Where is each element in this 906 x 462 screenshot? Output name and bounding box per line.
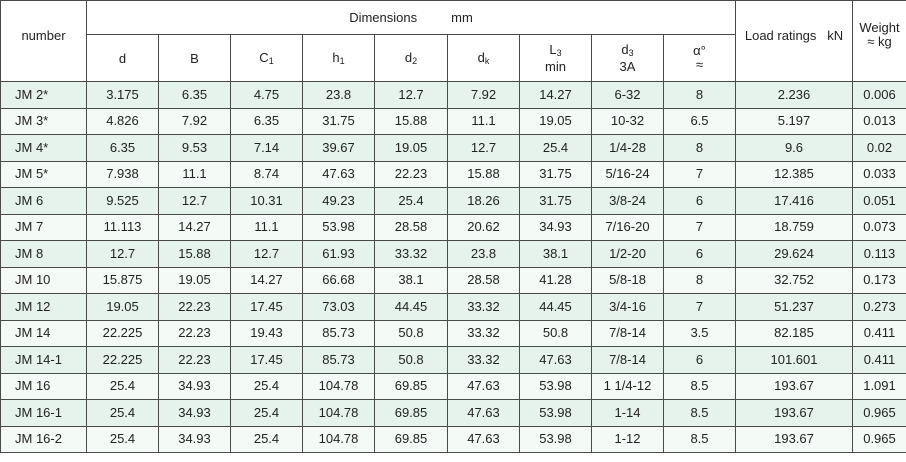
cell-alpha: 8 [664, 135, 736, 162]
cell-d: 19.05 [87, 294, 159, 321]
cell-d3: 1-14 [592, 400, 664, 427]
cell-number: JM 16 [1, 373, 87, 400]
cell-l3: 31.75 [520, 188, 592, 215]
cell-d2: 69.85 [375, 426, 448, 453]
cell-weight: 0.051 [853, 188, 906, 215]
cell-dk: 18.26 [448, 188, 520, 215]
header-col-h1-sub: 1 [339, 56, 345, 66]
cell-d3: 1-12 [592, 426, 664, 453]
header-col-d-label: d [118, 50, 127, 66]
header-col-c1-base: C [259, 50, 269, 65]
cell-d: 12.7 [87, 241, 159, 268]
cell-number: JM 7 [1, 214, 87, 241]
cell-weight: 0.965 [853, 400, 906, 427]
cell-load-rating: 29.624 [736, 241, 853, 268]
cell-d2: 28.58 [375, 214, 448, 241]
header-col-h1-base: h [332, 50, 340, 65]
cell-h1: 31.75 [303, 108, 375, 135]
table-row [1, 347, 906, 374]
cell-d: 22.225 [87, 347, 159, 374]
cell-dk: 47.63 [448, 400, 520, 427]
cell-weight: 0.113 [853, 241, 906, 268]
cell-d2: 69.85 [375, 400, 448, 427]
header-col-d2-base: d [404, 50, 413, 65]
header-col-d2 [375, 35, 448, 82]
header-col-alpha-label: α° [693, 43, 706, 58]
cell-number: JM 10 [1, 267, 87, 294]
cell-l3: 14.27 [520, 82, 592, 109]
cell-d3: 1/4-28 [592, 135, 664, 162]
cell-c1: 17.45 [231, 347, 303, 374]
cell-d3: 1/2-20 [592, 241, 664, 268]
cell-l3: 50.8 [520, 320, 592, 347]
cell-d2: 15.88 [375, 108, 448, 135]
header-col-l3-min: min [545, 58, 566, 74]
header-col-l3 [520, 35, 592, 82]
cell-h1: 85.73 [303, 347, 375, 374]
header-weight [853, 1, 906, 82]
cell-d: 22.225 [87, 320, 159, 347]
header-load-label: Load ratings kN [744, 27, 844, 43]
header-col-alpha [664, 35, 736, 82]
cell-alpha: 6 [664, 347, 736, 374]
cell-b: 34.93 [159, 426, 231, 453]
cell-alpha: 7 [664, 214, 736, 241]
header-col-dk [448, 35, 520, 82]
header-col-d3-sub: 3 [628, 47, 634, 58]
cell-number: JM 4* [1, 135, 87, 162]
header-col-c1 [231, 35, 303, 82]
cell-h1: 47.63 [303, 161, 375, 188]
cell-c1: 14.27 [231, 267, 303, 294]
cell-alpha: 8.5 [664, 400, 736, 427]
cell-l3: 19.05 [520, 108, 592, 135]
table-row [1, 135, 906, 162]
cell-d: 9.525 [87, 188, 159, 215]
cell-d: 25.4 [87, 400, 159, 427]
cell-c1: 8.74 [231, 161, 303, 188]
cell-c1: 12.7 [231, 241, 303, 268]
cell-l3: 34.93 [520, 214, 592, 241]
cell-b: 19.05 [159, 267, 231, 294]
table-row [1, 82, 906, 109]
cell-weight: 0.006 [853, 82, 906, 109]
cell-number: JM 6 [1, 188, 87, 215]
cell-l3: 47.63 [520, 347, 592, 374]
cell-load-rating: 17.416 [736, 188, 853, 215]
cell-d2: 22.23 [375, 161, 448, 188]
header-col-d2-sub: 2 [412, 56, 418, 66]
cell-dk: 20.62 [448, 214, 520, 241]
cell-l3: 44.45 [520, 294, 592, 321]
cell-number: JM 16-1 [1, 400, 87, 427]
cell-c1: 19.43 [231, 320, 303, 347]
header-weight-line2: ≈ kg [867, 34, 892, 49]
cell-b: 6.35 [159, 82, 231, 109]
cell-d3: 6-32 [592, 82, 664, 109]
header-col-l3-base: L [549, 41, 557, 57]
cell-load-rating: 82.185 [736, 320, 853, 347]
cell-alpha: 6 [664, 241, 736, 268]
table-row [1, 400, 906, 427]
cell-weight: 0.173 [853, 267, 906, 294]
cell-load-rating: 12.385 [736, 161, 853, 188]
table-row [1, 294, 906, 321]
cell-b: 15.88 [159, 241, 231, 268]
cell-weight: 1.091 [853, 373, 906, 400]
cell-load-rating: 101.601 [736, 347, 853, 374]
cell-number: JM 2* [1, 82, 87, 109]
cell-alpha: 3.5 [664, 320, 736, 347]
cell-load-rating: 193.67 [736, 373, 853, 400]
cell-dk: 33.32 [448, 320, 520, 347]
cell-alpha: 8.5 [664, 426, 736, 453]
cell-dk: 23.8 [448, 241, 520, 268]
cell-dk: 11.1 [448, 108, 520, 135]
header-weight-line1: Weight [859, 20, 900, 35]
table-row [1, 214, 906, 241]
cell-b: 34.93 [159, 373, 231, 400]
cell-load-rating: 193.67 [736, 426, 853, 453]
table-row [1, 320, 906, 347]
table-body [1, 82, 906, 453]
cell-d3: 10-32 [592, 108, 664, 135]
cell-h1: 104.78 [303, 373, 375, 400]
header-col-alpha-approx: ≈ [695, 57, 704, 72]
cell-l3: 31.75 [520, 161, 592, 188]
cell-d3: 7/8-14 [592, 347, 664, 374]
header-unit-label: mm [451, 10, 473, 25]
cell-alpha: 7 [664, 161, 736, 188]
cell-d3: 3/8-24 [592, 188, 664, 215]
header-col-d3 [592, 35, 664, 82]
cell-c1: 6.35 [231, 108, 303, 135]
cell-weight: 0.965 [853, 426, 906, 453]
cell-c1: 4.75 [231, 82, 303, 109]
table-row [1, 267, 906, 294]
cell-alpha: 6.5 [664, 108, 736, 135]
cell-number: JM 3* [1, 108, 87, 135]
cell-d2: 25.4 [375, 188, 448, 215]
header-col-dk-base: d [477, 50, 485, 65]
cell-dk: 47.63 [448, 426, 520, 453]
cell-h1: 61.93 [303, 241, 375, 268]
cell-b: 34.93 [159, 400, 231, 427]
cell-h1: 66.68 [303, 267, 375, 294]
cell-number: JM 16-2 [1, 426, 87, 453]
cell-c1: 17.45 [231, 294, 303, 321]
cell-b: 14.27 [159, 214, 231, 241]
cell-load-rating: 32.752 [736, 267, 853, 294]
cell-d2: 12.7 [375, 82, 448, 109]
header-col-l3-sub: 3 [556, 47, 562, 58]
header-col-dk-sub: k [484, 56, 490, 66]
cell-l3: 41.28 [520, 267, 592, 294]
cell-number: JM 14-1 [1, 347, 87, 374]
table-row [1, 108, 906, 135]
cell-alpha: 8.5 [664, 373, 736, 400]
cell-d: 11.113 [87, 214, 159, 241]
table-row [1, 373, 906, 400]
cell-d: 3.175 [87, 82, 159, 109]
cell-load-rating: 193.67 [736, 400, 853, 427]
cell-number: JM 14 [1, 320, 87, 347]
cell-b: 22.23 [159, 320, 231, 347]
cell-b: 12.7 [159, 188, 231, 215]
cell-d3: 5/16-24 [592, 161, 664, 188]
table-row [1, 241, 906, 268]
header-col-b-label: B [190, 50, 199, 66]
cell-dk: 33.32 [448, 294, 520, 321]
cell-d2: 44.45 [375, 294, 448, 321]
cell-dk: 28.58 [448, 267, 520, 294]
cell-h1: 104.78 [303, 400, 375, 427]
cell-weight: 0.02 [853, 135, 906, 162]
cell-b: 9.53 [159, 135, 231, 162]
cell-d3: 3/4-16 [592, 294, 664, 321]
cell-weight: 0.411 [853, 347, 906, 374]
header-col-d3-base: d [621, 41, 629, 57]
cell-h1: 73.03 [303, 294, 375, 321]
header-col-d [87, 35, 159, 82]
table-row [1, 426, 906, 453]
cell-alpha: 8 [664, 82, 736, 109]
cell-weight: 0.073 [853, 214, 906, 241]
cell-d: 25.4 [87, 426, 159, 453]
header-dimensions [87, 1, 736, 35]
cell-b: 11.1 [159, 161, 231, 188]
cell-weight: 0.013 [853, 108, 906, 135]
cell-d3: 5/8-18 [592, 267, 664, 294]
cell-d2: 19.05 [375, 135, 448, 162]
cell-dk: 7.92 [448, 82, 520, 109]
cell-h1: 49.23 [303, 188, 375, 215]
cell-dk: 15.88 [448, 161, 520, 188]
cell-d: 6.35 [87, 135, 159, 162]
cell-d: 25.4 [87, 373, 159, 400]
cell-l3: 38.1 [520, 241, 592, 268]
cell-b: 22.23 [159, 294, 231, 321]
cell-dk: 47.63 [448, 373, 520, 400]
cell-c1: 11.1 [231, 214, 303, 241]
cell-load-rating: 2.236 [736, 82, 853, 109]
cell-c1: 7.14 [231, 135, 303, 162]
cell-c1: 25.4 [231, 426, 303, 453]
cell-h1: 53.98 [303, 214, 375, 241]
cell-load-rating: 51.237 [736, 294, 853, 321]
cell-c1: 25.4 [231, 373, 303, 400]
cell-l3: 53.98 [520, 426, 592, 453]
header-load-ratings [736, 1, 853, 82]
cell-weight: 0.273 [853, 294, 906, 321]
cell-l3: 53.98 [520, 400, 592, 427]
header-col-b [159, 35, 231, 82]
header-dimensions-label: Dimensions [349, 10, 418, 25]
cell-b: 22.23 [159, 347, 231, 374]
cell-l3: 25.4 [520, 135, 592, 162]
table-row [1, 161, 906, 188]
cell-number: JM 8 [1, 241, 87, 268]
cell-d3: 7/8-14 [592, 320, 664, 347]
cell-d2: 50.8 [375, 320, 448, 347]
cell-alpha: 6 [664, 188, 736, 215]
cell-dk: 33.32 [448, 347, 520, 374]
table-row [1, 188, 906, 215]
cell-d2: 69.85 [375, 373, 448, 400]
cell-h1: 85.73 [303, 320, 375, 347]
cell-load-rating: 5.197 [736, 108, 853, 135]
cell-number: JM 5* [1, 161, 87, 188]
cell-dk: 12.7 [448, 135, 520, 162]
cell-d3: 1 1/4-12 [592, 373, 664, 400]
header-col-h1 [303, 35, 375, 82]
header-col-c1-sub: 1 [268, 56, 274, 66]
cell-c1: 25.4 [231, 400, 303, 427]
cell-d2: 33.32 [375, 241, 448, 268]
cell-d: 4.826 [87, 108, 159, 135]
cell-d: 15.875 [87, 267, 159, 294]
cell-b: 7.92 [159, 108, 231, 135]
cell-h1: 104.78 [303, 426, 375, 453]
cell-d: 7.938 [87, 161, 159, 188]
cell-load-rating: 18.759 [736, 214, 853, 241]
header-number-label: number [21, 27, 66, 43]
cell-alpha: 7 [664, 294, 736, 321]
cell-l3: 53.98 [520, 373, 592, 400]
cell-weight: 0.411 [853, 320, 906, 347]
header-col-d3-thread: 3A [619, 58, 636, 74]
cell-number: JM 12 [1, 294, 87, 321]
table-header [1, 1, 906, 82]
cell-h1: 23.8 [303, 82, 375, 109]
cell-d3: 7/16-20 [592, 214, 664, 241]
cell-h1: 39.67 [303, 135, 375, 162]
cell-load-rating: 9.6 [736, 135, 853, 162]
cell-d2: 50.8 [375, 347, 448, 374]
header-number [1, 1, 87, 82]
cell-c1: 10.31 [231, 188, 303, 215]
cell-d2: 38.1 [375, 267, 448, 294]
cell-alpha: 8 [664, 267, 736, 294]
cell-weight: 0.033 [853, 161, 906, 188]
